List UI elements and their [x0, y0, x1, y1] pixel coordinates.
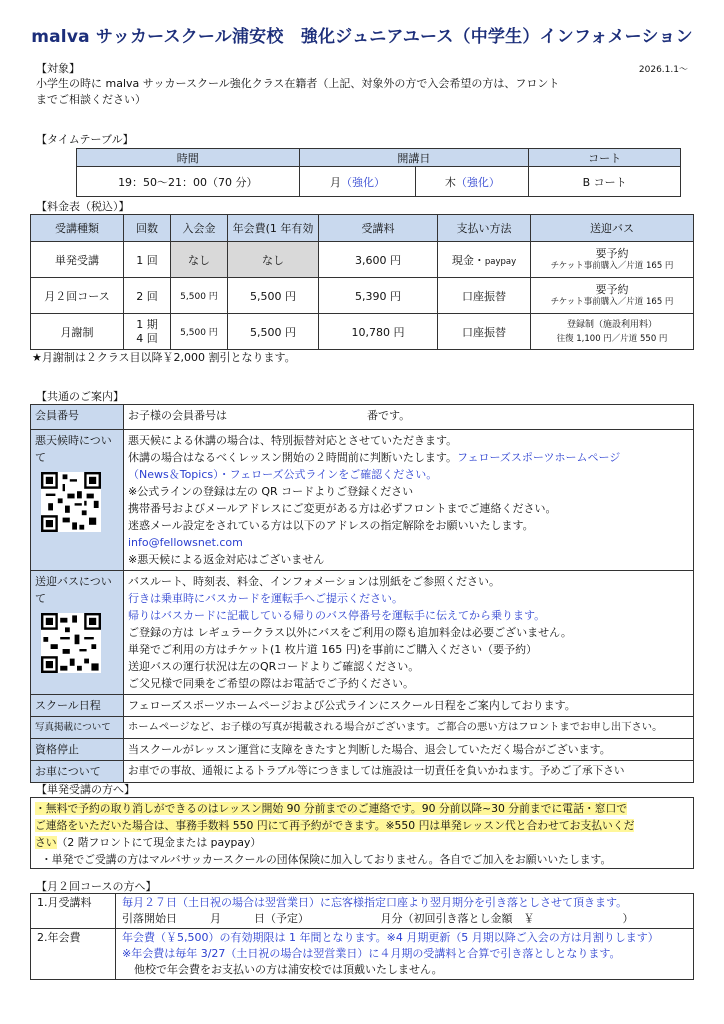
car-label: お車について — [31, 761, 124, 783]
target-line: までご相談ください） — [36, 93, 146, 106]
fee-count: 2 回 — [124, 278, 171, 314]
target-line: 小学生の時に malva サッカースクール強化クラス在籍者（上記、対象外の方で入会希望の方は、フロント — [36, 77, 560, 90]
fee-annual: なし — [228, 242, 319, 278]
fee-entry: 5,500 円 — [171, 314, 228, 350]
bus-label: 送迎バスについて — [31, 571, 124, 695]
weather-content: 悪天候による休講の場合は、特別振替対応とさせていただきます。 休講の場合はなるべくレッスン開始の２時間前に判断いたします。フェローズスポーツホームページ （News＆Topics）・フェローズ公式ラインをご確認ください。 ※公式ラインの登録は左の QR コードよりご登録ください 携帯番号およびメールアドレスにご変更がある方は必ずフロントまでご連絡ください。 迷惑メール設定をされている方は以下のアドレスの指定解除をお願いいたします。 info@fellowsnet.com ※悪天候による返金対応はございません — [124, 430, 694, 571]
timetable-header-time: 時間 — [77, 149, 300, 167]
fee-type: 単発受講 — [31, 242, 124, 278]
stop-text: 当スクールがレッスン運営に支障をきたすと判断した場合、退会していただく場合がございます。 — [124, 739, 694, 761]
info-email-link[interactable]: info@fellowsnet.com — [128, 536, 243, 549]
fee-annual: 5,500 円 — [228, 278, 319, 314]
schedule-text: フェローズスポーツホームページおよび公式ラインにスクール日程をご案内しております。 — [124, 695, 694, 717]
timetable-day-thu: 木（強化） — [416, 167, 529, 197]
fee-header: 支払い方法 — [438, 215, 531, 242]
common-info-table — [30, 404, 694, 783]
single-line: ご連絡をいただいた場合は、事務手数料 550 円にて再予約ができます。※550 円は単発レッスン代と合わせてお支払いくだ — [35, 819, 635, 832]
target-heading: 【対象】 — [36, 62, 80, 75]
fee-header: 入会金 — [171, 215, 228, 242]
monthly2-table — [30, 893, 694, 980]
target-text — [36, 76, 559, 108]
timetable-day-mon: 月（強化） — [299, 167, 416, 197]
table-row — [31, 278, 694, 314]
fee-table — [30, 214, 694, 350]
monthly2-fee-label: 1.月受講料 — [31, 894, 116, 929]
fee-header: 受講料 — [319, 215, 438, 242]
timetable — [76, 148, 681, 197]
fee-note: ★月謝制は２クラス目以降￥2,000 割引となります。 — [32, 351, 296, 364]
fee-entry: なし — [171, 242, 228, 278]
weather-label: 悪天候時について — [31, 430, 124, 571]
single-line: （2 階フロントにて現金または paypay） — [56, 836, 262, 849]
fee-annual: 5,500 円 — [228, 314, 319, 350]
fee-pay: 現金・paypay — [438, 242, 531, 278]
member-label: 会員番号 — [31, 405, 124, 430]
fees-heading: 【料金表（税込）】 — [36, 200, 130, 213]
table-row — [31, 314, 694, 350]
fee-tuition: 10,780 円 — [319, 314, 438, 350]
fee-bus: 登録制（施設利用料） 往復 1,100 円／片道 550 円 — [531, 314, 694, 350]
line-qr-code[interactable] — [41, 472, 101, 532]
fee-tuition: 5,390 円 — [319, 278, 438, 314]
timetable-heading: 【タイムテーブル】 — [36, 133, 134, 146]
common-heading: 【共通のご案内】 — [36, 390, 124, 403]
fee-header: 受講種類 — [31, 215, 124, 242]
effective-date: 2026.1.1～ — [638, 65, 688, 75]
bus-content: バスルート、時刻表、料金、インフォメーションは別紙をご参照ください。 行きは乗車時にバスカードを運転手へご提示ください。 帰りはバスカードに記載している帰りのバス停番号を運転手に伝えてから乗ります。 ご登録の方は レギュラークラス以外にバスをご利用の際も追加料金は必要ございません。 単発でご利用の方はチケット(1 枚片道 165 円)を事前にご購入ください（要予約） 送迎バスの運行状況は左のQRコードよりご確認ください。 ご父兄様で同乗をご希望の際はお電話でご予約ください。 — [124, 571, 694, 695]
car-text: お車での事故、通報によるトラブル等につきましては施設は一切責任を負いかねます。予めご了承下さい — [124, 761, 694, 783]
photo-label: 写真掲載について — [31, 717, 124, 739]
page-title: malva サッカースクール浦安校 強化ジュニアユース（中学生）インフォメーション — [31, 27, 693, 47]
fee-pay: 口座振替 — [438, 314, 531, 350]
single-box — [30, 797, 694, 869]
fee-pay: 口座振替 — [438, 278, 531, 314]
single-line: ・無料で予約の取り消しができるのはレッスン開始 90 分前までのご連絡です。90 分前以降~30 分前までに電話・窓口で — [35, 802, 628, 815]
timetable-header-court: コート — [529, 149, 681, 167]
fee-header: 送迎バス — [531, 215, 694, 242]
fee-header: 回数 — [124, 215, 171, 242]
fee-type: 月謝制 — [31, 314, 124, 350]
bus-status-qr-code[interactable] — [41, 613, 101, 673]
fee-count: 1 期 4 回 — [124, 314, 171, 350]
stop-label: 資格停止 — [31, 739, 124, 761]
monthly2-annual-label: 2.年会費 — [31, 929, 116, 980]
fee-type: 月２回コース — [31, 278, 124, 314]
fee-count: 1 回 — [124, 242, 171, 278]
member-row: お子様の会員番号は 番です。 — [124, 405, 694, 430]
timetable-header-day: 開講日 — [299, 149, 529, 167]
single-heading: 【単発受講の方へ】 — [36, 783, 135, 796]
monthly2-heading: 【月２回コースの方へ】 — [36, 880, 157, 893]
monthly2-annual-content: 年会費（￥5,500）の有効期限は 1 年間となります。※4 月期更新（5 月期以降ご入会の方は月割りします） ※年会費は毎年 3/27（土日祝の場合は翌営業日）に４月期の受講料と合算で引き落としとなります。 他校で年会費をお支払いの方は浦安校では頂戴いたしません。 — [116, 929, 694, 980]
table-row — [31, 242, 694, 278]
schedule-label: スクール日程 — [31, 695, 124, 717]
monthly2-fee-content: 毎月２７日（土日祝の場合は翌営業日）に忘客様指定口座より翌月期分を引き落としさせて頂きます。 引落開始日 月 日（予定） 月分（初回引き落とし金額 ￥ ） — [116, 894, 694, 929]
single-line: ・単発でご受講の方はマルバサッカースクールの団体保険に加入しておりません。各自でご加入をお願いいたします。 — [41, 853, 612, 866]
fee-bus: 要予約 チケット事前購入／片道 165 円 — [531, 242, 694, 278]
fee-bus: 要予約 チケット事前購入／片道 165 円 — [531, 278, 694, 314]
single-line: さい — [35, 836, 57, 849]
timetable-time: 19：50～21：00（70 分） — [77, 167, 300, 197]
timetable-court: B コート — [529, 167, 681, 197]
photo-text: ホームページなど、お子様の写真が掲載される場合がございます。ご都合の悪い方はフロントまでお申し出下さい。 — [124, 717, 694, 739]
fee-tuition: 3,600 円 — [319, 242, 438, 278]
fee-entry: 5,500 円 — [171, 278, 228, 314]
fee-header: 年会費(1 年有効 — [228, 215, 319, 242]
